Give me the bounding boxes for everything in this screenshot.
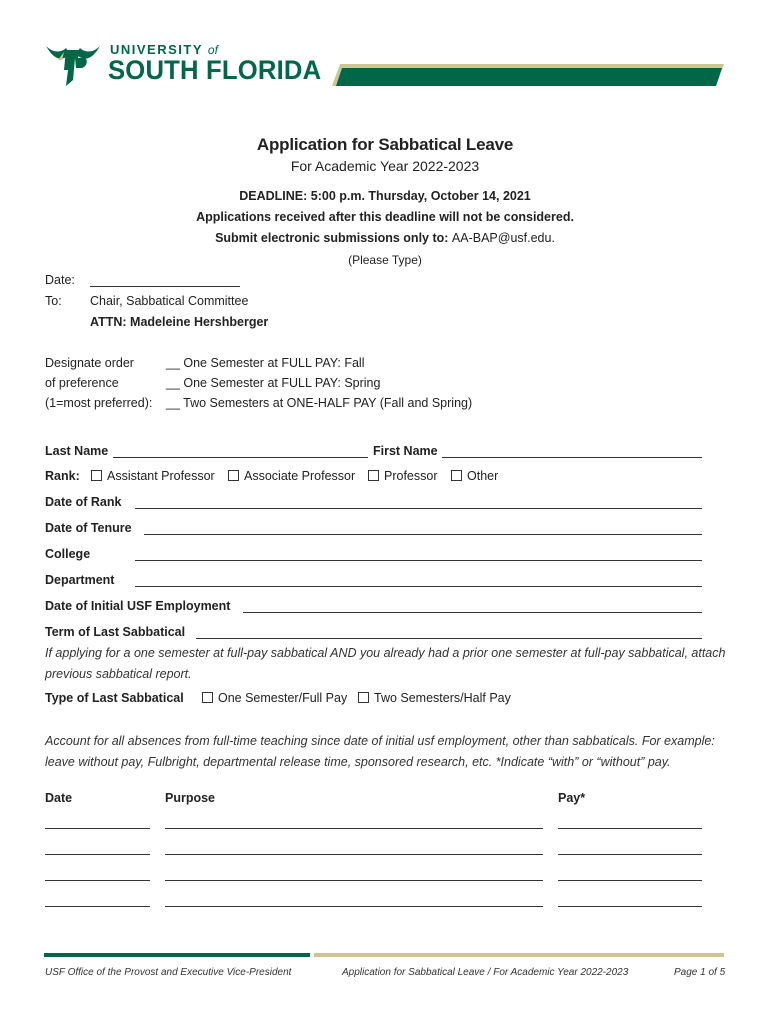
attn-text: ATTN: Madeleine Hershberger — [90, 315, 269, 329]
term-last-sabbatical-input-line[interactable] — [196, 638, 702, 639]
date-of-tenure-input-line[interactable] — [144, 534, 702, 535]
submit-instructions — [0, 231, 770, 245]
first-name-input-line[interactable] — [442, 457, 702, 458]
date-label: Date: — [45, 273, 75, 287]
absence-date-line[interactable] — [45, 828, 150, 829]
type-option-two-semesters[interactable]: Two Semesters/Half Pay — [358, 691, 511, 705]
initial-employment-label: Date of Initial USF Employment — [45, 599, 231, 613]
preference-option-half-pay[interactable]: __ Two Semesters at ONE-HALF PAY (Fall and Spring) — [166, 396, 473, 410]
footer-office: USF Office of the Provost and Executive Vice-President — [45, 967, 292, 978]
footer-document-title: Application for Sabbatical Leave / For Academic Year 2022-2023 — [342, 967, 629, 978]
rank-label: Rank: — [45, 469, 80, 483]
deadline-text: DEADLINE: 5:00 p.m. Thursday, October 14, 2021 — [239, 189, 531, 203]
checkbox-icon[interactable] — [202, 692, 213, 703]
rank-option-professor[interactable]: Professor — [368, 469, 438, 483]
checkbox-icon[interactable] — [358, 692, 369, 703]
footer-page-number: Page 1 of 5 — [674, 967, 726, 978]
absence-date-line[interactable] — [45, 880, 150, 881]
date-of-tenure-label: Date of Tenure — [45, 521, 132, 535]
last-name-input-line[interactable] — [113, 457, 368, 458]
preference-option-fall[interactable]: __ One Semester at FULL PAY: Fall — [166, 356, 365, 370]
absence-purpose-line[interactable] — [165, 880, 543, 881]
department-input-line[interactable] — [135, 586, 702, 587]
logo-south-florida-text: SOUTH FLORIDA — [108, 55, 322, 85]
rank-option-associate[interactable]: Associate Professor — [228, 469, 355, 483]
absence-pay-line[interactable] — [558, 906, 702, 907]
absences-instructions: Account for all absences from full-time teaching since date of initial usf employment, other than sabbaticals. For example: — [45, 734, 715, 748]
last-name-label: Last Name — [45, 444, 109, 458]
please-type-note: (Please Type) — [348, 253, 422, 267]
to-label: To: — [45, 294, 62, 308]
checkbox-icon[interactable] — [368, 470, 379, 481]
preference-label-line: (1=most preferred): — [45, 396, 153, 410]
type-option-one-semester[interactable]: One Semester/Full Pay — [202, 691, 347, 705]
prior-sabbatical-note-cont: previous sabbatical report. — [45, 667, 192, 681]
preference-label-line: Designate order — [45, 356, 134, 370]
department-label: Department — [45, 573, 115, 587]
type-last-sabbatical-label: Type of Last Sabbatical — [45, 691, 184, 705]
initial-employment-input-line[interactable] — [243, 612, 702, 613]
absence-purpose-line[interactable] — [165, 854, 543, 855]
absences-col-pay: Pay* — [558, 791, 586, 805]
first-name-label: First Name — [373, 444, 438, 458]
college-label: College — [45, 547, 91, 561]
page-subtitle: For Academic Year 2022-2023 — [290, 158, 480, 174]
absence-date-line[interactable] — [45, 906, 150, 907]
date-input-line[interactable] — [90, 286, 240, 287]
rank-option-assistant[interactable]: Assistant Professor — [91, 469, 215, 483]
checkbox-icon[interactable] — [91, 470, 102, 481]
preference-option-spring[interactable]: __ One Semester at FULL PAY: Spring — [166, 376, 381, 390]
absence-pay-line[interactable] — [558, 828, 702, 829]
absence-purpose-line[interactable] — [165, 906, 543, 907]
footer-gold-rule — [314, 953, 724, 957]
page-title: Application for Sabbatical Leave — [256, 135, 514, 154]
prior-sabbatical-note: If applying for a one semester at full-pay sabbatical AND you already had a prior one semester at full-pay sabbatical, attach — [45, 646, 726, 660]
absences-col-date: Date — [45, 791, 73, 805]
absence-date-line[interactable] — [45, 854, 150, 855]
absences-col-purpose: Purpose — [165, 791, 216, 805]
footer-green-rule — [44, 953, 310, 957]
submit-email-link[interactable]: AA-BAP@usf.edu. — [451, 231, 555, 245]
absence-pay-line[interactable] — [558, 880, 702, 881]
header-decorative-bar — [332, 64, 724, 86]
late-notice: Applications received after this deadline will not be considered. — [196, 210, 574, 224]
preference-label-line: of preference — [45, 376, 119, 390]
date-of-rank-input-line[interactable] — [135, 508, 702, 509]
checkbox-icon[interactable] — [228, 470, 239, 481]
usf-bull-logo-icon — [44, 40, 102, 88]
college-input-line[interactable] — [135, 560, 702, 561]
rank-option-other[interactable]: Other — [451, 469, 498, 483]
submit-label: Submit electronic submissions only to: — [215, 231, 449, 245]
checkbox-icon[interactable] — [451, 470, 462, 481]
date-of-rank-label: Date of Rank — [45, 495, 122, 509]
absence-purpose-line[interactable] — [165, 828, 543, 829]
logo-university-text: UNIVERSITY of — [110, 42, 218, 57]
absences-instructions-cont: leave without pay, Fulbright, departmental release time, sponsored research, etc. *Indicate “with” or “without” pay. — [45, 755, 671, 769]
term-last-sabbatical-label: Term of Last Sabbatical — [45, 625, 186, 639]
absence-pay-line[interactable] — [558, 854, 702, 855]
to-value: Chair, Sabbatical Committee — [90, 294, 249, 308]
